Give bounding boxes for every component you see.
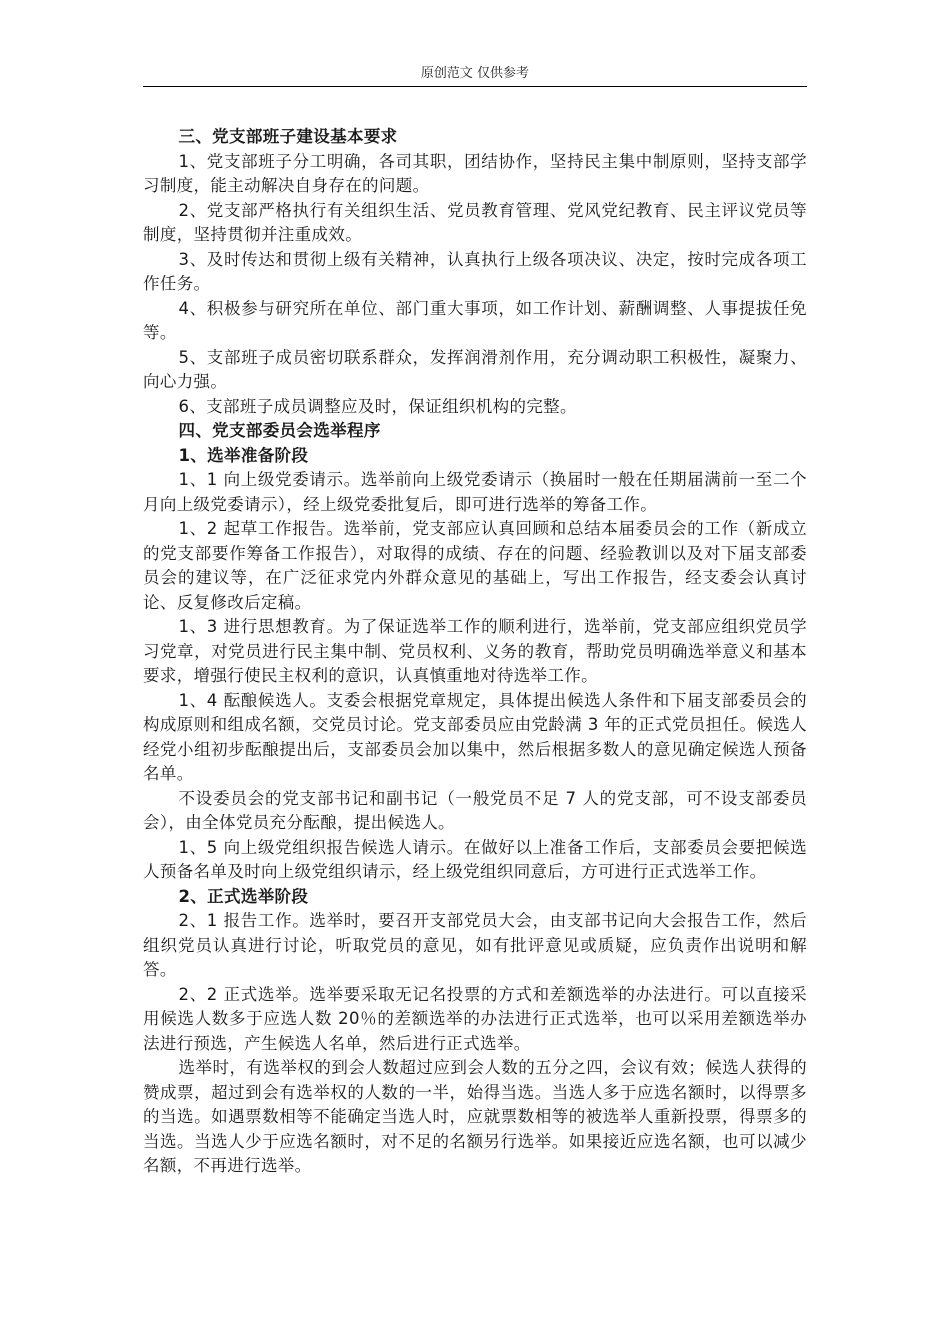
paragraph: 1、3 进行思想教育。为了保证选举工作的顺利进行，选举前，党支部应组织党员学习党章，对党员进行民主集中制、党员权利、义务的教育，帮助党员明确选举意义和基本要求，增强行使民主权利的意识，认真慎重地对待选举工作。 [143, 617, 807, 685]
page-header: 原创范文 仅供参考 [420, 66, 530, 81]
paragraph: 5、支部班子成员密切联系群众，发挥润滑剂作用，充分调动职工积极性，凝聚力、向心力强。 [143, 347, 807, 391]
paragraph: 2、党支部严格执行有关组织生活、党员教育管理、党风党纪教育、民主评议党员等制度，坚持贯彻并注重成效。 [143, 200, 807, 244]
paragraph: 3、及时传达和贯彻上级有关精神，认真执行上级各项决议、决定，按时完成各项工作任务。 [143, 249, 807, 293]
paragraph: 2、1 报告工作。选举时，要召开支部党员大会，由支部书记向大会报告工作，然后组织党员认真进行讨论，听取党员的意见，如有批评意见或质疑，应负责作出说明和解答。 [143, 911, 807, 979]
section-heading: 四、党支部委员会选举程序 [178, 421, 381, 440]
subsection-heading: 2、正式选举阶段 [178, 886, 309, 906]
paragraph: 1、1 向上级党委请示。选举前向上级党委请示（换届时一般在任期届满前一至二个月向上级党委请示），经上级党委批复后，即可进行选举的筹备工作。 [143, 470, 807, 514]
paragraph: 1、2 起草工作报告。选举前，党支部应认真回顾和总结本届委员会的工作（新成立的党支部要作筹备工作报告），对取得的成绩、存在的问题、经验教训以及对下届支部委员会的建议等，在广泛征求党内外群众意见的基础上，写出工作报告，经支委会认真讨论、反复修改后定稿。 [143, 519, 807, 612]
paragraph: 1、5 向上级党组织报告候选人请示。在做好以上准备工作后，支部委员会要把候选人预备名单及时向上级党组织请示，经上级党组织同意后，方可进行正式选举工作。 [143, 837, 807, 881]
paragraph: 2、2 正式选举。选举要采取无记名投票的方式和差额选举的办法进行。可以直接采用候选人数多于应选人数 20％的差额选举的办法进行正式选举，也可以采用差额选举办法进行预选，产生候选人名单，然后进行正式选举。 [143, 984, 807, 1053]
paragraph: 不设委员会的党支部书记和副书记（一般党员不足 7 人的党支部，可不设支部委员会），由全体党员充分酝酿，提出候选人。 [143, 788, 807, 832]
document-body [143, 125, 807, 1179]
paragraph: 1、党支部班子分工明确，各司其职，团结协作，坚持民主集中制原则，坚持支部学习制度，能主动解决自身存在的问题。 [143, 151, 807, 195]
paragraph: 1、4 酝酿候选人。支委会根据党章规定，具体提出候选人条件和下届支部委员会的构成原则和组成名额，交党员讨论。党支部委员应由党龄满 3 年的正式党员担任。候选人经党小组初步酝酿提出后，支部委员会加以集中，然后根据多数人的意见确定候选人预备名单。 [143, 690, 807, 783]
subsection-heading: 1、选举准备阶段 [178, 445, 309, 465]
paragraph: 4、积极参与研究所在单位、部门重大事项，如工作计划、薪酬调整、人事提拔任免等。 [143, 298, 807, 342]
section-heading: 三、党支部班子建设基本要求 [178, 127, 398, 146]
paragraph: 选举时，有选举权的到会人数超过应到会人数的五分之四，会议有效；候选人获得的赞成票，超过到会有选举权的人数的一半，始得当选。当选人多于应选名额时，以得票多的当选。如遇票数相等不能确定当选人时，应就票数相等的被选举人重新投票，得票多的当选。当选人少于应选名额时，对不足的名额另行选举。如果接近应选名额，也可以减少名额，不再进行选举。 [143, 1058, 807, 1175]
paragraph: 6、支部班子成员调整应及时，保证组织机构的完整。 [178, 396, 577, 416]
header-divider [143, 86, 807, 87]
